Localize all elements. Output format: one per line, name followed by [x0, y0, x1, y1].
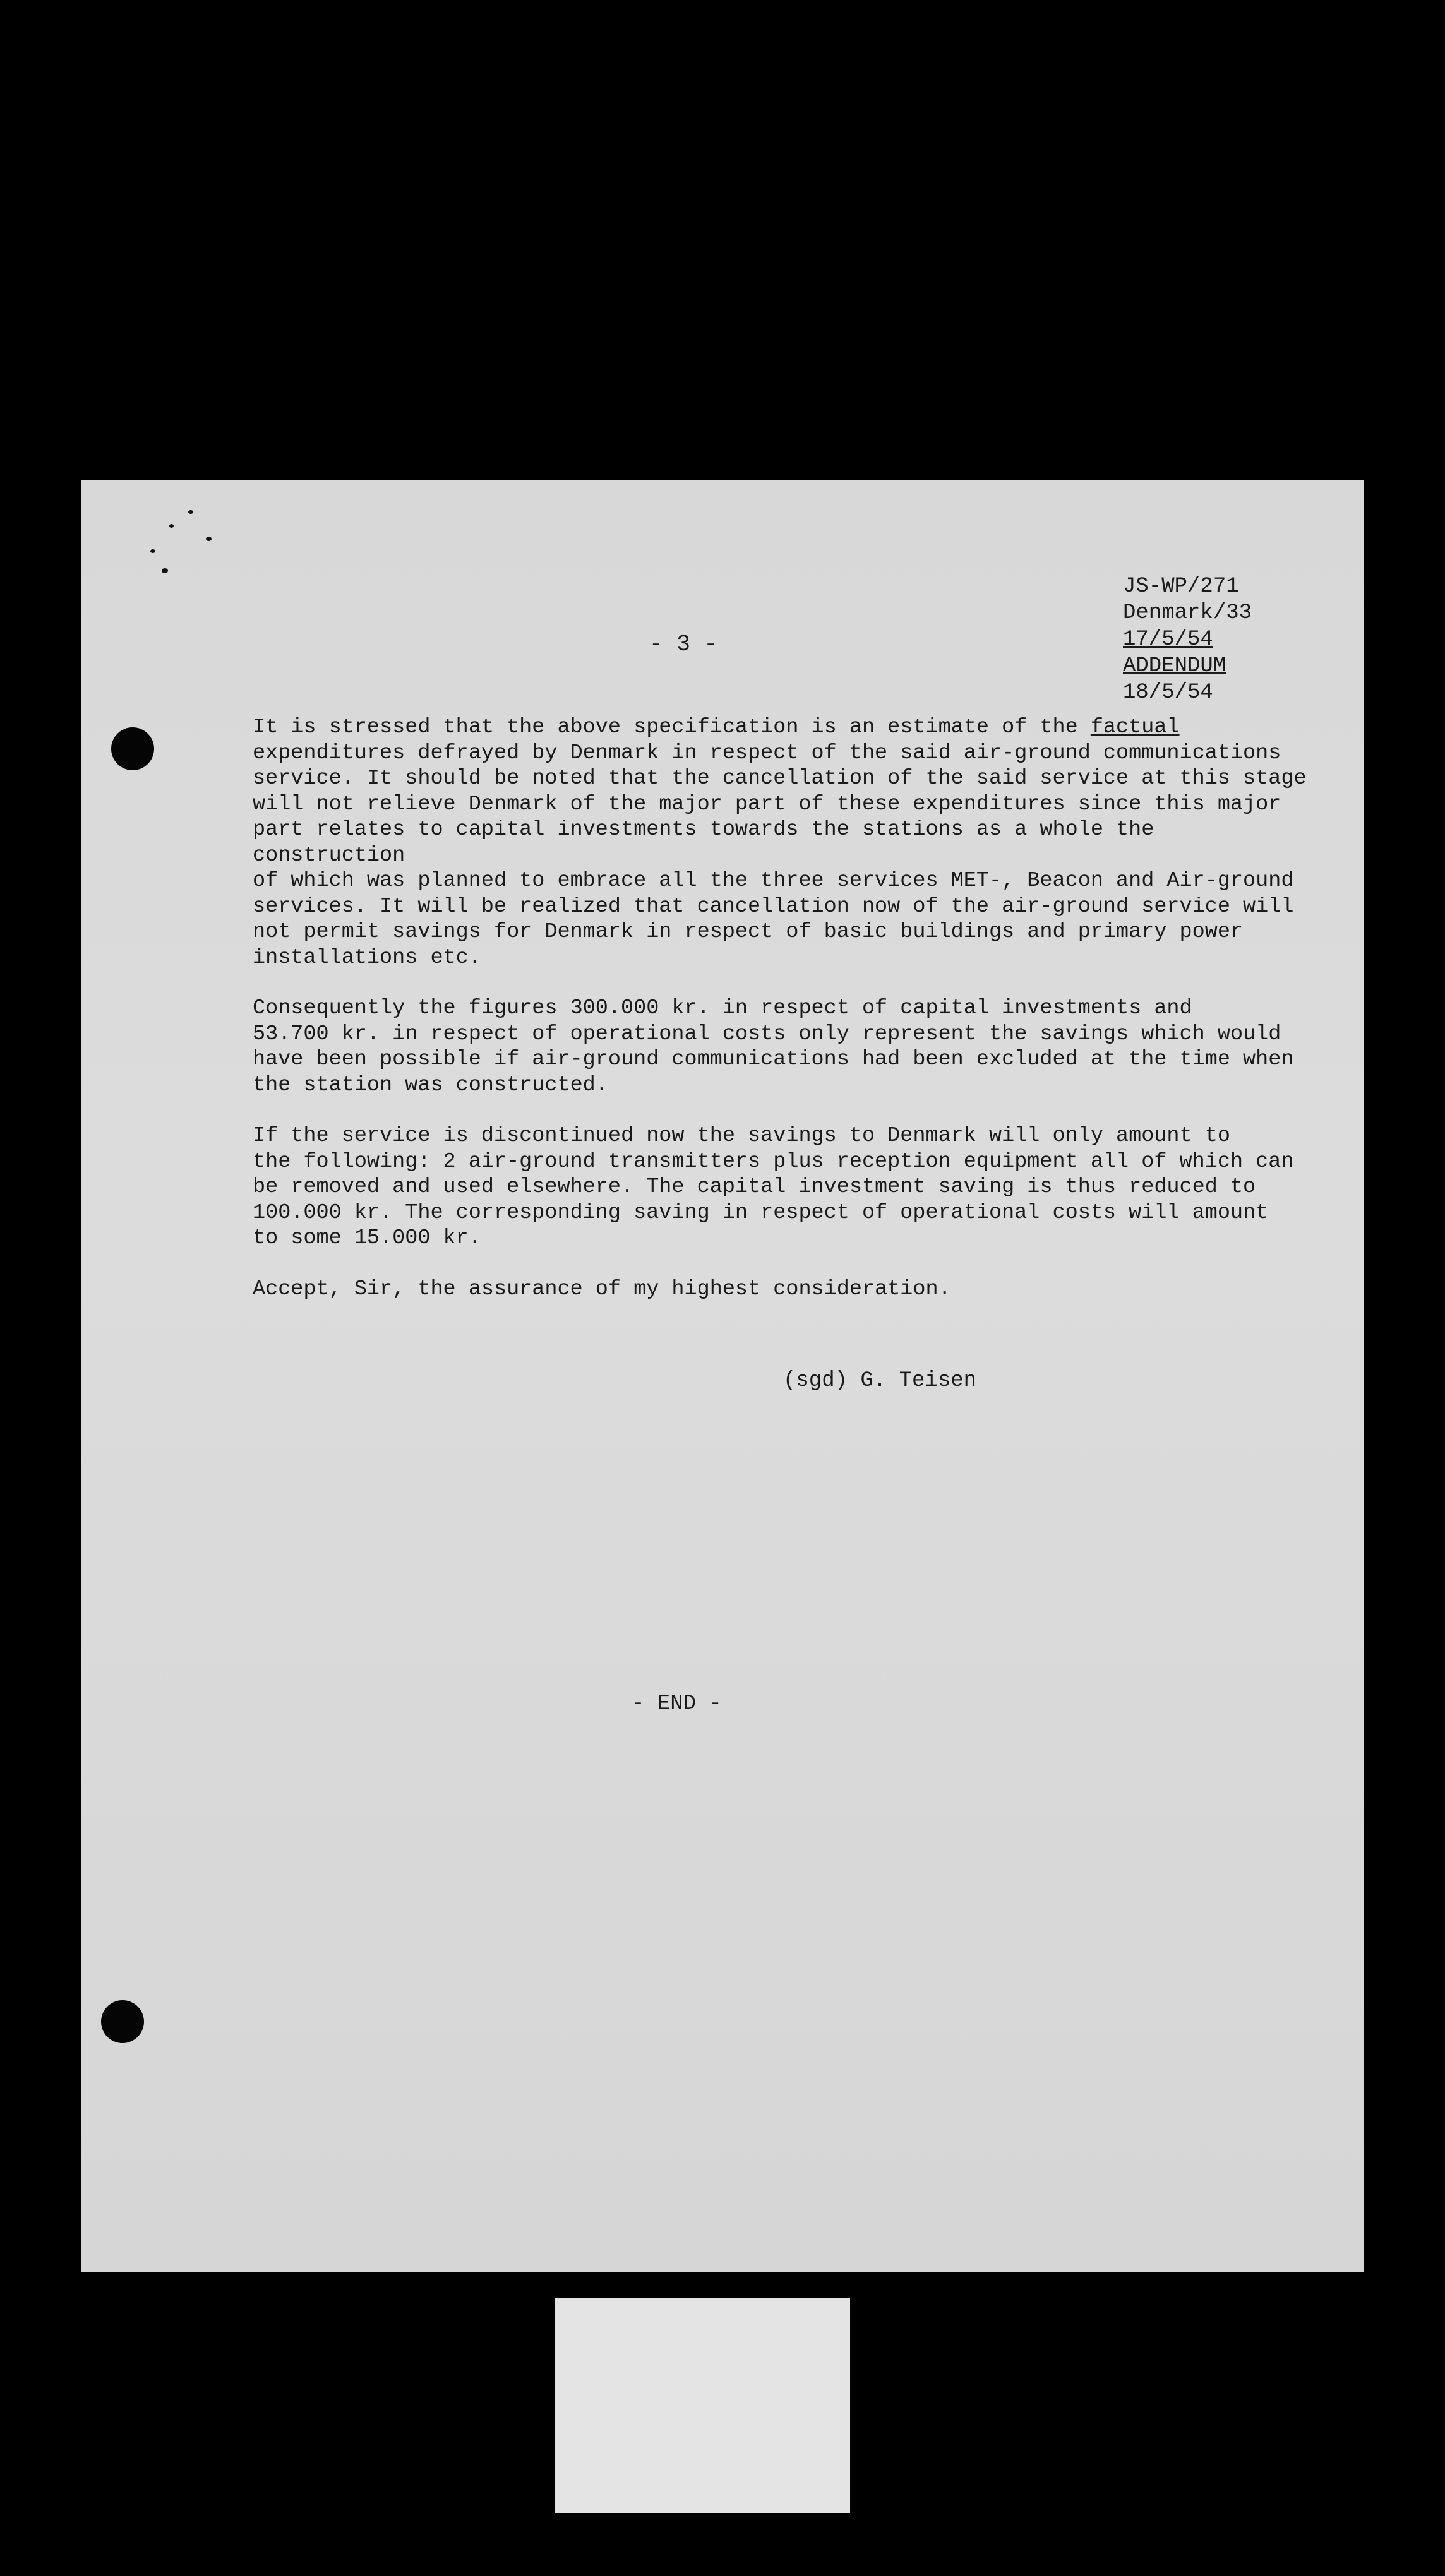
paragraph-1 [253, 715, 1314, 970]
punch-hole-bottom [101, 2000, 144, 2043]
paragraph-4: Accept, Sir, the assurance of my highest consideration. [253, 1277, 951, 1301]
paragraph-1-emphasis: factual [1090, 715, 1180, 739]
paragraph-1-text-start: It is stressed that the above specification is an estimate of the [253, 715, 1091, 739]
signature: (sgd) G. Teisen [783, 1369, 977, 1393]
reference-country: Denmark/33 [1123, 601, 1252, 625]
paragraph-3: If the service is discontinued now the savings to Denmark will only amount to the following: 2 air-ground transmitters plus reception equipment all of which can be removed and used elsewhere. The capital investment saving is thus reduced to 100.000 kr. The corresponding saving in respect of operational costs will amount to some 15.000 kr. [253, 1124, 1294, 1250]
blank-card [555, 2298, 850, 2513]
reference-code: JS-WP/271 [1123, 575, 1239, 599]
addendum-label: ADDENDUM [1123, 654, 1226, 678]
reference-block [1123, 573, 1252, 706]
page-number: - 3 - [649, 631, 718, 657]
ink-specks [131, 505, 245, 593]
document-page [81, 480, 1364, 2272]
end-mark: - END - [632, 1692, 722, 1716]
addendum-date: 18/5/54 [1123, 681, 1213, 705]
punch-hole-top [111, 727, 154, 770]
paragraph-2: Consequently the figures 300.000 kr. in respect of capital investments and 53.700 kr. in respect of operational costs only represent the savings which would have been possible if air-ground communications had been excluded at the time when the station was constructed. [253, 996, 1294, 1097]
reference-date: 17/5/54 [1123, 628, 1213, 652]
paragraph-1-text-end: expenditures defrayed by Denmark in respect of the said air-ground communications service. It should be noted that the cancellation of the said service at this stage will not relieve Denmark of the major part of these expenditures since this major part relates to capital investments towards the stations as a whole the construction of which was planned to embrace all the three services MET-, Beacon and Air-ground services. It will be realized that cancellation now of the air-ground service will not permit savings for Denmark in respect of basic buildings and primary power installations etc. [253, 741, 1307, 970]
letter-body [253, 715, 1314, 1327]
